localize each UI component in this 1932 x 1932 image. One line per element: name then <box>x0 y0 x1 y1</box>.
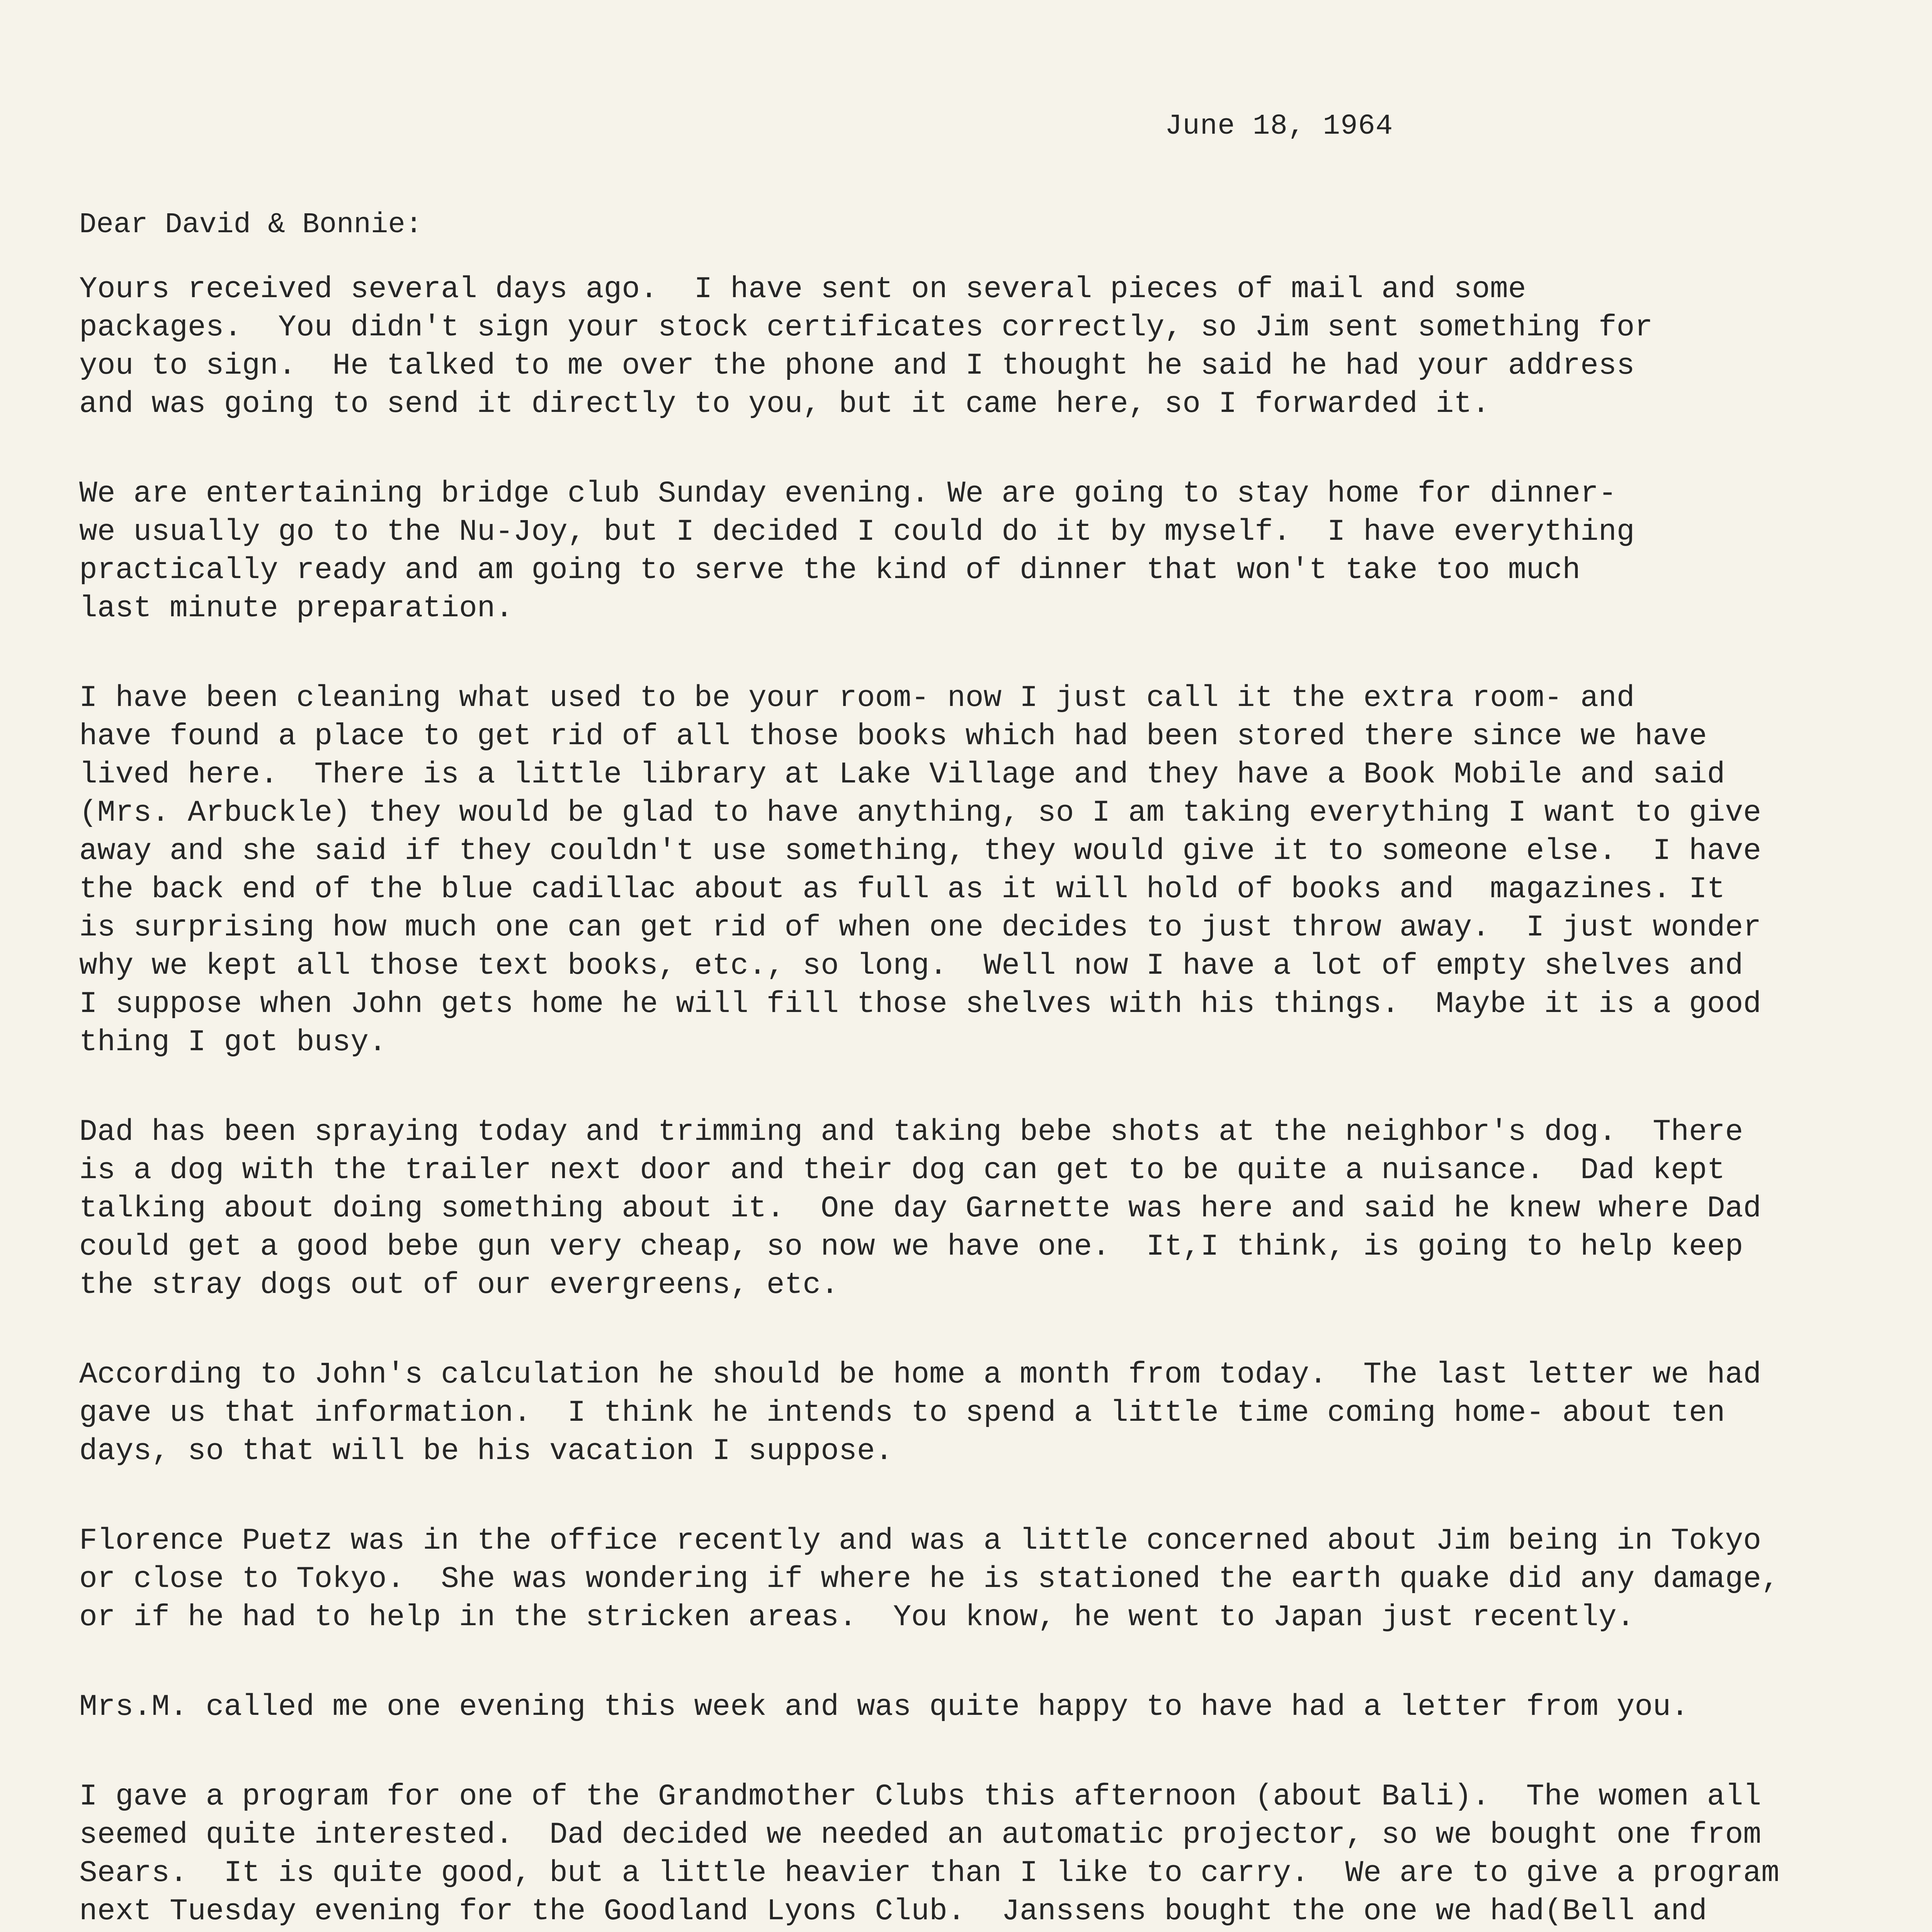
text-line: the stray dogs out of our evergreens, etc. <box>79 1268 839 1302</box>
text-line: I gave a program for one of the Grandmother Clubs this afternoon (about Bali). The women all <box>79 1780 1762 1814</box>
paragraph <box>79 679 1926 1062</box>
text-line: I have been cleaning what used to be your room- now I just call it the extra room- and <box>79 681 1635 715</box>
text-line: next Tuesday evening for the Goodland Lyons Club. Janssens bought the one we had(Bell and <box>79 1895 1707 1929</box>
text-line: Dad has been spraying today and trimming and taking bebe shots at the neighbor's dog. There <box>79 1115 1743 1149</box>
text-line: and was going to send it directly to you, but it came here, so I forwarded it. <box>79 387 1490 421</box>
text-line: is surprising how much one can get rid of when one decides to just throw away. I just wonder <box>79 911 1762 945</box>
text-line: thing I got busy. <box>79 1026 387 1060</box>
text-line: have found a place to get rid of all those books which had been stored there since we have <box>79 719 1707 753</box>
letter-date: June 18, 1964 <box>1165 110 1393 143</box>
paragraph <box>79 1522 1926 1637</box>
text-line: lived here. There is a little library at Lake Village and they have a Book Mobile and said <box>79 758 1725 792</box>
text-line: seemed quite interested. Dad decided we needed an automatic projector, so we bought one from <box>79 1818 1762 1852</box>
text-line: is a dog with the trailer next door and their dog can get to be quite a nuisance. Dad kept <box>79 1153 1725 1187</box>
text-line: you to sign. He talked to me over the phone and I thought he said he had your address <box>79 349 1635 383</box>
text-line: Sears. It is quite good, but a little heavier than I like to carry. We are to give a program <box>79 1856 1779 1890</box>
paragraph <box>79 1778 1926 1932</box>
text-line: last minute preparation. <box>79 592 514 626</box>
text-line: days, so that will be his vacation I suppose. <box>79 1434 893 1468</box>
text-line: away and she said if they couldn't use something, they would give it to someone else. I have <box>79 834 1762 868</box>
paragraph <box>79 1356 1926 1471</box>
text-line: packages. You didn't sign your stock certificates correctly, so Jim sent something for <box>79 311 1653 345</box>
text-line: (Mrs. Arbuckle) they would be glad to have anything, so I am taking everything I want to give <box>79 796 1762 830</box>
text-line: the back end of the blue cadillac about as full as it will hold of books and magazines. It <box>79 872 1725 906</box>
text-line: or close to Tokyo. She was wondering if where he is stationed the earth quake did any damage, <box>79 1562 1779 1596</box>
text-line: Mrs.M. called me one evening this week and was quite happy to have had a letter from you. <box>79 1690 1689 1724</box>
letter-body <box>79 270 1926 1932</box>
text-line: could get a good bebe gun very cheap, so now we have one. It,I think, is going to help keep <box>79 1230 1743 1264</box>
paragraph <box>79 475 1926 628</box>
text-line: why we kept all those text books, etc., so long. Well now I have a lot of empty shelves and <box>79 949 1743 983</box>
text-line: Florence Puetz was in the office recently and was a little concerned about Jim being in Tokyo <box>79 1524 1762 1558</box>
text-line: I suppose when John gets home he will fill those shelves with his things. Maybe it is a good <box>79 987 1762 1021</box>
text-line: or if he had to help in the stricken areas. You know, he went to Japan just recently. <box>79 1600 1635 1634</box>
text-line: According to John's calculation he should be home a month from today. The last letter we had <box>79 1358 1762 1392</box>
text-line: we usually go to the Nu-Joy, but I decided I could do it by myself. I have everything <box>79 515 1635 549</box>
text-line: talking about doing something about it. One day Garnette was here and said he knew where Dad <box>79 1192 1762 1226</box>
text-line: gave us that information. I think he intends to spend a little time coming home- about ten <box>79 1396 1725 1430</box>
text-line: practically ready and am going to serve the kind of dinner that won't take too much <box>79 553 1581 587</box>
text-line: Yours received several days ago. I have sent on several pieces of mail and some <box>79 272 1526 306</box>
text-line: We are entertaining bridge club Sunday evening. We are going to stay home for dinner- <box>79 477 1617 511</box>
paragraph <box>79 270 1926 423</box>
paragraph <box>79 1113 1926 1304</box>
paragraph <box>79 1688 1926 1726</box>
salutation: Dear David & Bonnie: <box>79 209 423 241</box>
